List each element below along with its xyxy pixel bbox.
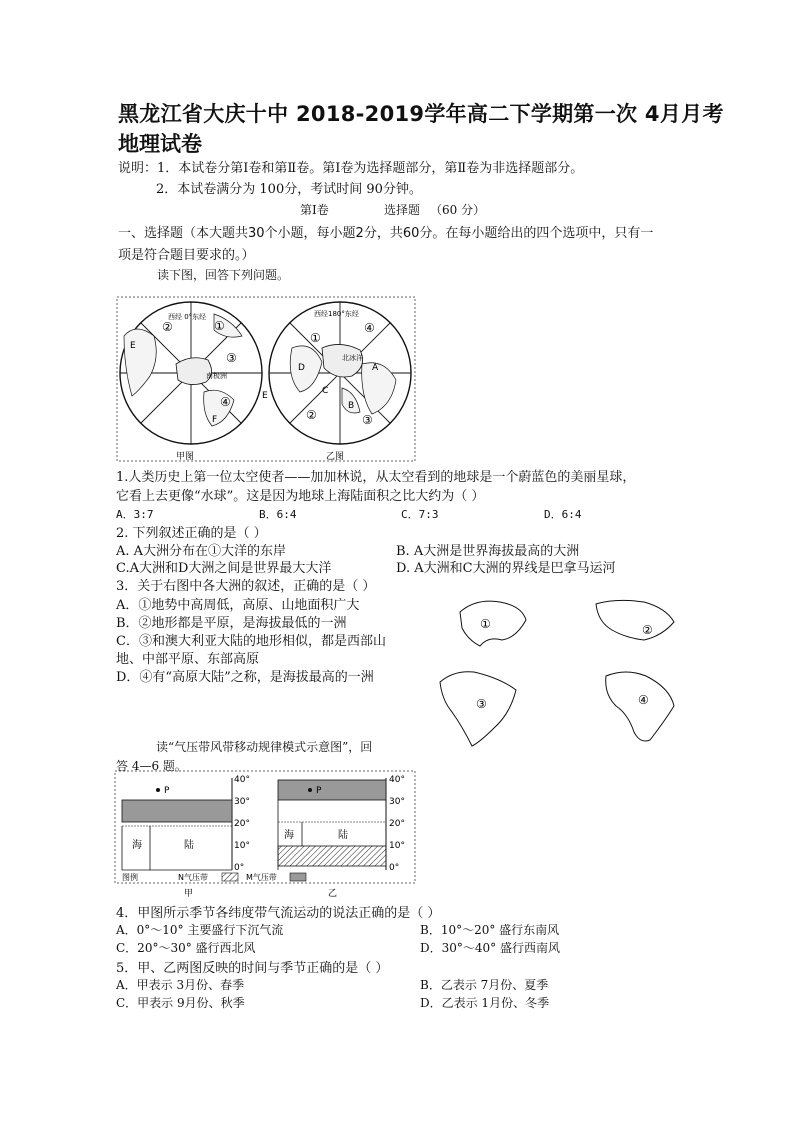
panel-jia (122, 775, 250, 873)
q2-option-c: C.A大洲和D大洲之间是世界最大大洋 (116, 561, 332, 576)
caption-jia: 甲 (184, 889, 194, 899)
map-intro: 读下图，回答下列问题。 (157, 268, 290, 282)
label-circle-3-right: ③ (362, 413, 373, 427)
continent-label-1: ① (480, 617, 491, 631)
label-circle-2-right: ② (306, 408, 317, 422)
label-circle-1-left: ① (214, 319, 225, 333)
pressure-belt-m-jia (122, 800, 232, 822)
label-D: D (298, 363, 305, 373)
q5-option-b: B．乙表示 7月份、夏季 (420, 978, 549, 992)
legend-n-label: N气压带 (178, 873, 208, 882)
q1-line2: 它看上去更像“水球”。这是因为地球上海陆面积之比大约为（ ） (116, 489, 485, 504)
point-p-jia: P (164, 786, 170, 796)
label-A: A (372, 363, 379, 373)
q3-option-a: A．①地势中高周低，高原、山地面积广大 (116, 598, 360, 613)
q4-option-d: D．30°～40° 盛行西南风 (420, 941, 560, 955)
q3-option-c-line2: 地、中部平原、东部高原 (116, 652, 260, 667)
panel-yi (278, 775, 405, 873)
instructions-line1: 说明：1．本试卷分第Ⅰ卷和第Ⅱ卷。第Ⅰ卷为选择题部分，第Ⅱ卷为非选择题部分。 (118, 161, 584, 176)
continent-asia (460, 601, 526, 646)
q1-option-b: B．6:4 (259, 508, 297, 521)
q4-option-b: B．10°～20° 盛行东南风 (420, 923, 560, 937)
lat-0-jia: 0° (234, 863, 245, 873)
land-label-jia: 陆 (184, 840, 194, 851)
lat-30-jia: 30° (234, 797, 250, 807)
land-label-yi: 陆 (338, 830, 348, 841)
q5-stem: 5．甲、乙两图反映的时间与季节正确的是（ ） (116, 961, 389, 976)
q5-option-c: C．甲表示 9月份、秋季 (116, 996, 245, 1010)
legend-prefix: 图例 (122, 873, 138, 882)
lat-20-jia: 20° (234, 819, 250, 829)
pressure-belt-figure (114, 770, 416, 900)
label-circle-3-left: ③ (226, 351, 237, 365)
lat-0-yi: 0° (389, 863, 400, 873)
continent-label-2: ② (642, 623, 653, 637)
exam-title-line1: 黑龙江省大庆十中 2018-2019学年高二下学期第一次 4月月考 (118, 102, 724, 126)
label-circle-2-left: ② (162, 320, 173, 334)
sea-label-yi: 海 (284, 830, 294, 841)
wind-intro-line2: 答 4—6 题。 (116, 759, 187, 773)
caption-right: 乙图 (326, 452, 345, 462)
lat-40-jia: 40° (234, 775, 250, 785)
q3-option-b: B．②地形都是平原，是海拔最低的一洲 (116, 616, 347, 631)
q1-option-c: C．7:3 (401, 508, 439, 521)
label-E-left: E (130, 341, 136, 351)
section-points: （60 分） (430, 203, 486, 217)
globe-right (269, 302, 411, 444)
section-part: 第Ⅰ卷 (300, 203, 329, 217)
legend-m-label: M气压带 (246, 873, 277, 882)
sea-label-jia: 海 (132, 840, 142, 851)
continent-eurasia (596, 600, 674, 640)
q2-option-a: A. A大洲分布在①大洋的东岸 (116, 544, 287, 559)
point-p-yi: P (316, 786, 322, 796)
q3-option-c-line1: C．③和澳大利亚大陆的地形相似，都是西部山 (116, 634, 386, 649)
q4-stem: 4．甲图所示季节各纬度带气流运动的说法正确的是（ ） (116, 906, 441, 921)
label-circle-1-right: ① (310, 331, 321, 345)
section-name: 选择题 (384, 203, 421, 217)
legend-n-swatch (222, 873, 238, 881)
label-left-meridian: 西经 0°东经 (168, 313, 207, 321)
lat-40-yi: 40° (389, 775, 405, 785)
label-B: B (348, 401, 355, 411)
continent-label-4: ④ (638, 693, 649, 707)
lat-30-yi: 30° (389, 797, 405, 807)
wind-intro-line1: 读“气压带风带移动规律模式示意图”，回 (156, 740, 373, 754)
q3-stem: 3．关于右图中各大洲的叙述，正确的是（ ） (116, 579, 376, 594)
q1-option-d: D．6:4 (544, 508, 582, 521)
continent-label-3: ③ (476, 697, 487, 711)
q4-option-c: C．20°～30° 盛行西北风 (116, 941, 256, 955)
label-circle-4-right: ④ (364, 321, 375, 335)
q1-option-a: A．3:7 (116, 508, 154, 521)
q3-option-d: D．④有“高原大陆”之称，是海拔最高的一洲 (116, 670, 374, 685)
caption-yi: 乙 (328, 889, 338, 899)
pressure-belt-n-yi (278, 846, 386, 866)
part1-line1: 一、选择题（本大题共30个小题，每小题2分，共60分。在每小题给出的四个选项中，只有一 (118, 226, 654, 241)
caption-left: 甲图 (176, 452, 195, 462)
label-F: F (212, 415, 218, 425)
q5-option-a: A．甲表示 3月份、春季 (116, 978, 245, 992)
part1-line2: 项是符合题目要求的。） (118, 248, 255, 263)
label-antarctica: 南极洲 (206, 372, 227, 380)
lat-10-jia: 10° (234, 841, 250, 851)
label-C: C (322, 386, 329, 396)
exam-title-line2: 地理试卷 (118, 132, 202, 156)
label-E-right: E (262, 391, 268, 401)
q2-option-d: D. A大洲和C大洲的界线是巴拿马运河 (396, 561, 616, 576)
instructions-line2: 2．本试卷满分为 100分，考试时间 90分钟。 (156, 182, 422, 197)
lat-10-yi: 10° (389, 841, 405, 851)
q5-option-d: D．乙表示 1月份、冬季 (420, 996, 550, 1010)
hemisphere-figure (116, 296, 416, 462)
q4-option-a: A．0°～10° 主要盛行下沉气流 (116, 923, 284, 937)
label-arctic: 北冰洋 (342, 354, 363, 362)
lat-20-yi: 20° (389, 819, 405, 829)
q2-stem: 2. 下列叙述正确的是（ ） (116, 526, 267, 541)
label-circle-4-left: ④ (220, 395, 231, 409)
label-right-meridian: 西经180°东经 (314, 310, 359, 318)
legend-m-swatch (290, 873, 306, 881)
pressure-belt-m-yi (278, 780, 386, 800)
globe-left (120, 302, 262, 444)
q2-option-b: B. A大洲是世界海拔最高的大洲 (396, 544, 580, 559)
q1-line1: 1.人类历史上第一位太空使者——加加林说，从太空看到的地球是一个蔚蓝色的美丽星球， (116, 470, 636, 485)
continents-figure (430, 590, 706, 750)
